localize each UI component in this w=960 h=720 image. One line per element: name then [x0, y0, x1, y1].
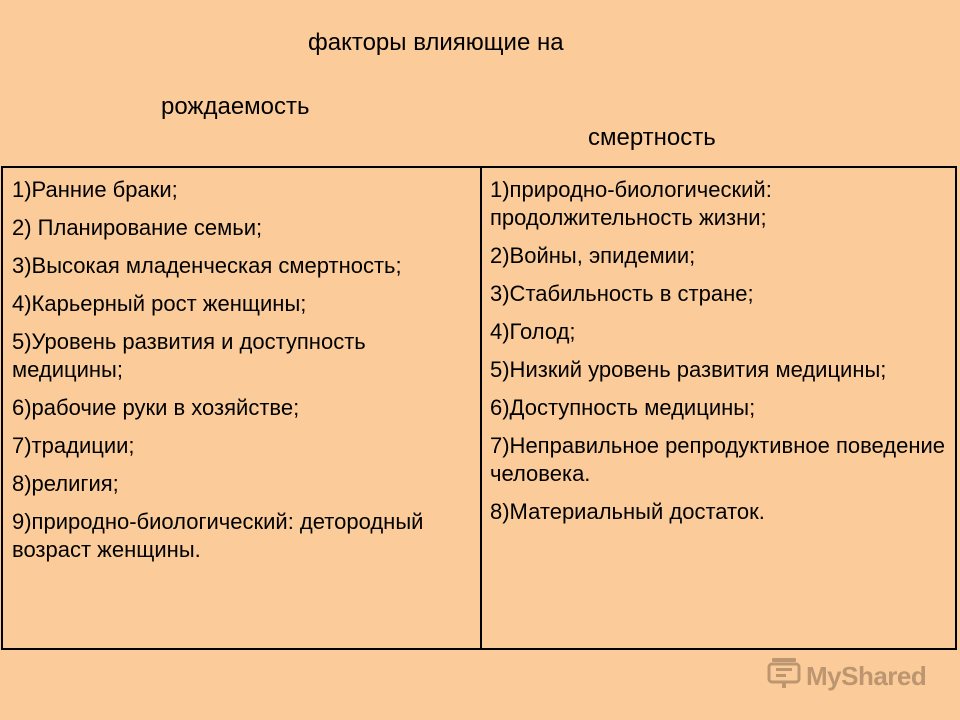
death-factor-item: 5)Низкий уровень развития медицины;: [490, 357, 887, 382]
factors-table: [1, 166, 957, 650]
death-factor-item: 7)Неправильное репродуктивное поведение человека.: [490, 433, 946, 486]
birth-factors-column: [3, 168, 482, 648]
watermark-text: MyShared: [806, 660, 927, 691]
death-factor-item: 6)Доступность медицины;: [490, 395, 756, 420]
death-factor-item: 2)Войны, эпидемии;: [490, 243, 696, 268]
birth-factor-item: 3)Высокая младенческая смертность;: [12, 253, 402, 278]
death-factor-item: 8)Материальный достаток.: [490, 499, 765, 524]
death-factors-column: [482, 168, 955, 648]
birth-factor-item: 1)Ранние браки;: [12, 177, 178, 202]
birth-factor-item: 7)традиции;: [12, 433, 135, 458]
birth-factor-item: 2) Планирование семьи;: [12, 215, 263, 240]
death-factor-item: 4)Голод;: [490, 319, 576, 344]
birth-rate-heading: рождаемость: [161, 93, 310, 120]
birth-factor-item: 4)Карьерный рост женщины;: [12, 291, 307, 316]
birth-factor-item: 8)религия;: [12, 471, 119, 496]
birth-factor-item: 6)рабочие руки в хозяйстве;: [12, 395, 300, 420]
death-rate-heading: смертность: [588, 124, 716, 151]
birth-factor-item: 9)природно-биологический: детородный возраст женщины.: [12, 509, 424, 562]
birth-factor-item: 5)Уровень развития и доступность медицины;: [12, 329, 366, 382]
page-title: факторы влияющие на: [308, 29, 564, 56]
death-factor-item: 3)Стабильность в стране;: [490, 281, 754, 306]
death-factor-item: 1)природно-биологический: продолжительность жизни;: [490, 177, 772, 230]
watermark: [766, 656, 926, 695]
presentation-icon: [766, 656, 802, 695]
